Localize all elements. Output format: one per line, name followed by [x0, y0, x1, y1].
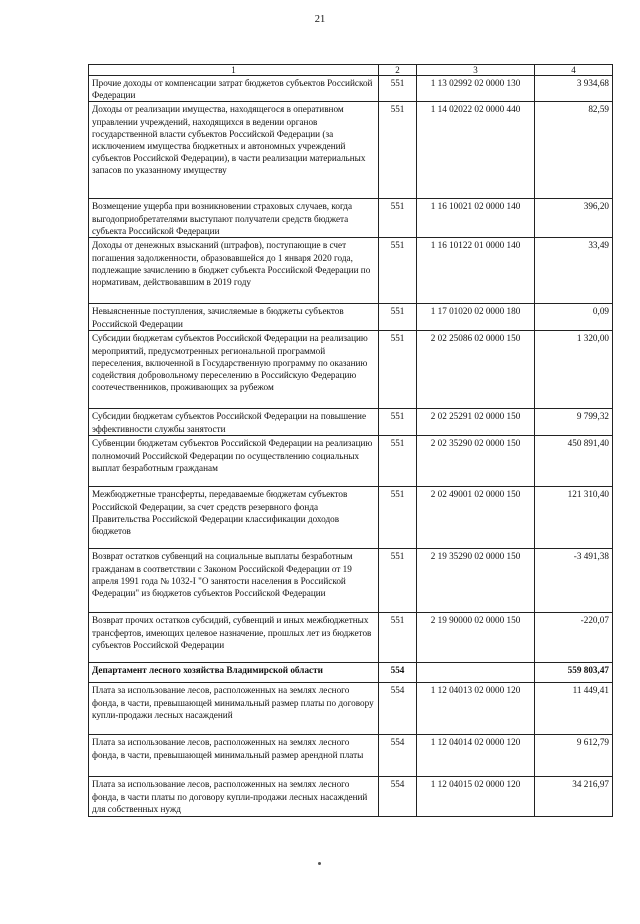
revenue-code: 1 12 04013 02 0000 120	[417, 683, 535, 735]
table-row	[89, 436, 613, 487]
revenue-code: 1 14 02022 02 0000 440	[417, 102, 535, 199]
revenue-amount: 9 612,79	[535, 735, 613, 777]
revenue-code: 2 19 35290 02 0000 150	[417, 549, 535, 613]
admin-code: 554	[379, 683, 417, 735]
admin-code: 554	[379, 663, 417, 683]
revenue-amount: 11 449,41	[535, 683, 613, 735]
revenue-code: 1 12 04014 02 0000 120	[417, 735, 535, 777]
admin-code: 551	[379, 238, 417, 304]
revenue-code: 1 16 10021 02 0000 140	[417, 199, 535, 238]
revenue-name: Плата за использование лесов, расположенных на землях лесного фонда, в части платы по договору купли-продажи лесных насаждений для собственных нужд	[89, 777, 379, 817]
table-row	[89, 76, 613, 102]
revenue-name: Возврат остатков субвенций на социальные выплаты безработным гражданам в соответствии с Законом Российской Федерации от 19 апреля 1991 года № 1032-I "О занятости населения в Российской Федерации" из бюджетов субъектов Российской Федерации	[89, 549, 379, 613]
revenue-code: 1 13 02992 02 0000 130	[417, 76, 535, 102]
budget-revenue-table	[88, 64, 613, 817]
revenue-amount: 121 310,40	[535, 487, 613, 549]
table-row	[89, 409, 613, 436]
revenue-amount: 396,20	[535, 199, 613, 238]
revenue-name: Доходы от реализации имущества, находящегося в оперативном управлении учреждений, находящихся в ведении органов государственной власти субъектов Российской Федерации (за исключением имущества бюджетных и автономных учреждений субъектов Российской Федерации), в части реализации материальных запасов по указанному имуществу	[89, 102, 379, 199]
revenue-name: Межбюджетные трансферты, передаваемые бюджетам субъектов Российской Федерации, за счет средств резервного фонда Правительства Российской Федерации классификации доходов бюджетов	[89, 487, 379, 549]
admin-code: 551	[379, 76, 417, 102]
column-header-3: 3	[417, 65, 535, 76]
section-row	[89, 663, 613, 683]
admin-code: 551	[379, 487, 417, 549]
revenue-amount: 82,59	[535, 102, 613, 199]
revenue-amount: 9 799,32	[535, 409, 613, 436]
revenue-amount: 34 216,97	[535, 777, 613, 817]
table-row	[89, 735, 613, 777]
table-header-row	[89, 65, 613, 76]
revenue-amount: 0,09	[535, 304, 613, 331]
admin-code: 551	[379, 549, 417, 613]
revenue-name: Возмещение ущерба при возникновении страховых случаев, когда выгодоприобретателями выступают получатели средств бюджета субъекта Российской Федерации	[89, 199, 379, 238]
revenue-code: 2 19 90000 02 0000 150	[417, 613, 535, 663]
revenue-name: Прочие доходы от компенсации затрат бюджетов субъектов Российской Федерации	[89, 76, 379, 102]
admin-code: 554	[379, 735, 417, 777]
revenue-name: Субсидии бюджетам субъектов Российской Федерации на реализацию мероприятий, предусмотренных региональной программой переселения, включенной в Государственную программу по оказанию содействия добровольному переселению в Российскую Федерацию соотечественников, проживающих за рубежом	[89, 331, 379, 409]
admin-code: 551	[379, 436, 417, 487]
revenue-amount: 450 891,40	[535, 436, 613, 487]
admin-code: 551	[379, 304, 417, 331]
revenue-name: Субвенции бюджетам субъектов Российской Федерации на реализацию полномочий Российской Федерации по осуществлению социальных выплат безработным гражданам	[89, 436, 379, 487]
column-header-2: 2	[379, 65, 417, 76]
table-row	[89, 683, 613, 735]
table-row	[89, 613, 613, 663]
page-number: 21	[314, 14, 326, 25]
table-row	[89, 304, 613, 331]
scan-dot	[318, 862, 321, 865]
revenue-name: Доходы от денежных взысканий (штрафов), поступающие в счет погашения задолженности, образовавшейся до 1 января 2020 года, подлежащие зачислению в бюджет субъекта Российской Федерации по нормативам, действовавшим в 2019 году	[89, 238, 379, 304]
revenue-code	[417, 663, 535, 683]
revenue-code: 2 02 49001 02 0000 150	[417, 487, 535, 549]
table-row	[89, 331, 613, 409]
admin-code: 554	[379, 777, 417, 817]
revenue-amount: -220,07	[535, 613, 613, 663]
revenue-name: Плата за использование лесов, расположенных на землях лесного фонда, в части, превышающей минимальный размер арендной платы	[89, 735, 379, 777]
revenue-code: 2 02 25086 02 0000 150	[417, 331, 535, 409]
revenue-name: Плата за использование лесов, расположенных на землях лесного фонда, в части, превышающей минимальный размер платы по договору купли-продажи лесных насаждений	[89, 683, 379, 735]
revenue-code: 2 02 35290 02 0000 150	[417, 436, 535, 487]
revenue-name: Субсидии бюджетам субъектов Российской Федерации на повышение эффективности службы занятости	[89, 409, 379, 436]
column-header-4: 4	[535, 65, 613, 76]
revenue-amount: -3 491,38	[535, 549, 613, 613]
department-total: 559 803,47	[535, 663, 613, 683]
admin-code: 551	[379, 102, 417, 199]
revenue-name: Возврат прочих остатков субсидий, субвенций и иных межбюджетных трансфертов, имеющих целевое назначение, прошлых лет из бюджетов субъектов Российской Федерации	[89, 613, 379, 663]
table-row	[89, 102, 613, 199]
table-row	[89, 487, 613, 549]
admin-code: 551	[379, 199, 417, 238]
column-header-1: 1	[89, 65, 379, 76]
department-name: Департамент лесного хозяйства Владимирской области	[89, 663, 379, 683]
table-row	[89, 199, 613, 238]
revenue-amount: 3 934,68	[535, 76, 613, 102]
revenue-amount: 1 320,00	[535, 331, 613, 409]
table-row	[89, 549, 613, 613]
admin-code: 551	[379, 409, 417, 436]
table-row	[89, 777, 613, 817]
table-row	[89, 238, 613, 304]
revenue-code: 1 16 10122 01 0000 140	[417, 238, 535, 304]
revenue-amount: 33,49	[535, 238, 613, 304]
revenue-code: 1 12 04015 02 0000 120	[417, 777, 535, 817]
admin-code: 551	[379, 331, 417, 409]
admin-code: 551	[379, 613, 417, 663]
revenue-name: Невыясненные поступления, зачисляемые в бюджеты субъектов Российской Федерации	[89, 304, 379, 331]
revenue-code: 1 17 01020 02 0000 180	[417, 304, 535, 331]
revenue-code: 2 02 25291 02 0000 150	[417, 409, 535, 436]
